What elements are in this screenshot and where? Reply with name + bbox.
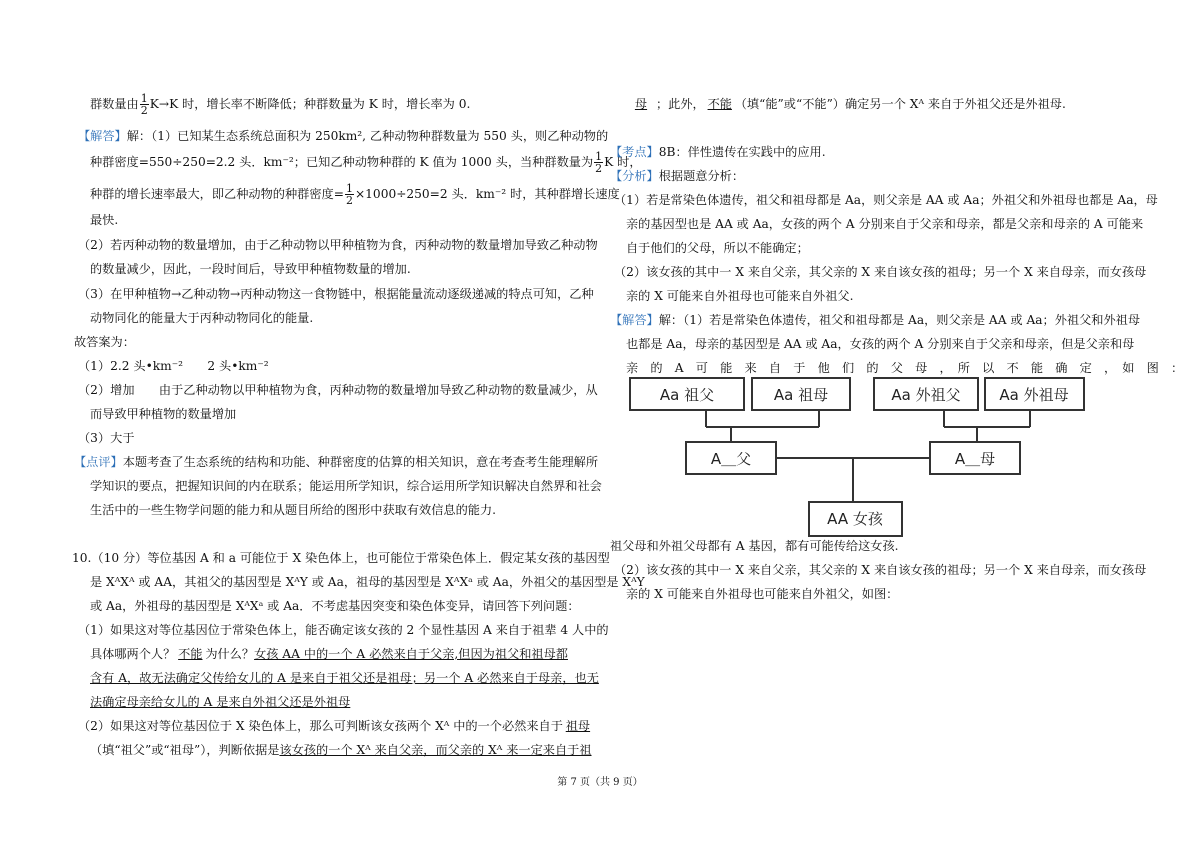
text-line: （2）若丙种动物的数量增加，由于乙种动物以甲种植物为食，丙种动物的数量增加导致乙种动物	[78, 238, 598, 252]
text-line: 而导致甲种植物的数量增加	[90, 407, 237, 421]
father-label: A＿父	[710, 450, 752, 468]
text-line: 的数量减少，因此，一段时间后，导致甲种植物数量的增加.	[90, 262, 411, 276]
answer-tag: 【解答】	[610, 313, 659, 327]
answer-blank: 该女孩的一个 Xᴬ 来自父亲，而父亲的 Xᴬ 来一定来自于祖	[279, 743, 592, 757]
text-line: （填“祖父”或“祖母”），判断依据是该女孩的一个 Xᴬ 来自父亲，而父亲的 Xᴬ 来一定来自于祖	[90, 743, 592, 757]
text-line: 【解答】解：（1）已知某生态系统总面积为 250km², 乙种动物种群数量为 550 头，则乙种动物的	[78, 129, 609, 143]
text-line: （1）如果这对等位基因位于常染色体上，能否确定该女孩的 2 个显性基因 A 来自于祖辈 4 人中的	[78, 623, 609, 637]
text-line: 母 ；此外， 不能 （填“能”或“不能”）确定另一个 Xᴬ 来自于外祖父还是外祖母.	[626, 92, 1066, 116]
answer-blank: 不能	[707, 97, 732, 111]
text-line: （3）大于	[78, 431, 135, 445]
analysis-tag: 【分析】	[610, 169, 659, 183]
knowledge-point-tag: 【考点】	[610, 145, 659, 159]
answer-blank: 母	[634, 97, 648, 111]
text-line: （2）增加 由于乙种动物以甲种植物为食，丙种动物的数量增加导致乙种动物的数量减少，从	[78, 383, 598, 397]
girl-label: AA 女孩	[827, 510, 883, 528]
text-line: 亲的 X 可能来自外祖母也可能来自外祖父.	[626, 289, 854, 303]
text-line: 亲 的 A 可 能 来 自 于 他 们 的 父 母 ， 所 以 不 能 确 定 ， 如 图 ：	[626, 361, 1184, 375]
text-line: 种群密度=550÷250=2.2 头．km⁻²；已知乙种动物种群的 K 值为 1000 头，当种群数量为 $\frac{1}{2}$ K 时，	[90, 150, 642, 175]
text-line: （2）该女孩的其中一 X 来自父亲，其父亲的 X 来自该女孩的祖母；另一个 X 来自母亲，而女孩母	[614, 265, 1147, 279]
answer-blank: 不能	[178, 647, 203, 661]
text-line: 动物同化的能量大于丙种动物同化的能量.	[90, 311, 314, 325]
fraction-half: $\frac{1}{2}$	[595, 150, 603, 175]
fraction-half: $\frac{1}{2}$	[345, 182, 353, 207]
answer-tag: 【解答】	[78, 129, 127, 143]
text-line: 【考点】8B：伴性遗传在实践中的应用.	[610, 145, 826, 159]
comment-tag: 【点评】	[74, 455, 123, 469]
answer-blank: 祖母	[565, 719, 591, 733]
answer-blank: 女孩 AA 中的一个 A 必然来自于父亲,但因为祖父和祖母都	[254, 647, 568, 661]
text-line: 具体哪两个人？ 不能 为什么？女孩 AA 中的一个 A 必然来自于父亲,但因为祖父和祖母都	[90, 642, 568, 666]
text-line: 学知识的要点，把握知识间的内在联系；能运用所学知识，综合运用所学知识解决自然界和社会	[90, 479, 602, 493]
grandfather-label: Aa 祖父	[659, 386, 715, 404]
text-line: 【点评】本题考查了生态系统的结构和功能、种群密度的估算的相关知识，意在考查考生能理解所	[74, 455, 599, 469]
text-line: 最快.	[90, 213, 119, 227]
maternal-grandfather-label: Aa 外祖父	[891, 386, 961, 404]
fraction-half: $\frac{1}{2}$	[140, 92, 148, 117]
text-line: 祖父母和外祖父母都有 A 基因，都有可能传给这女孩.	[610, 539, 899, 553]
answer-text: 法确定母亲给女儿的 A 是来自外祖父还是外祖母	[90, 695, 351, 709]
maternal-grandmother-label: Aa 外祖母	[999, 386, 1069, 404]
text-line: 故答案为：	[74, 335, 135, 349]
text-line: 亲的 X 可能来自外祖母也可能来自外祖父，如图：	[626, 587, 899, 601]
question-10-title: 10.（10 分）等位基因 A 和 a 可能位于 X 染色体上，也可能位于常染色体上．假定某女孩的基因型	[72, 551, 610, 565]
text-line: （1）若是常染色体遗传，祖父和祖母都是 Aa，则父亲是 AA 或 Aa；外祖父和外祖母也都是 Aa，母	[614, 193, 1158, 207]
text-line: 自于他们的父母，所以不能确定；	[626, 241, 809, 255]
page-footer: 第 7 页（共 9 页）	[557, 777, 643, 788]
text-line: 或 Aa，外祖母的基因型是 XᴬXᵃ 或 Aa．不考虑基因突变和染色体变异，请回答下列问题：	[90, 599, 580, 613]
text-line: 【解答】解：（1）若是常染色体遗传，祖父和祖母都是 Aa，则父亲是 AA 或 Aa；外祖父和外祖母	[610, 313, 1141, 327]
text-line: （3）在甲种植物→乙种动物→丙种动物这一食物链中，根据能量流动逐级递减的特点可知，乙种	[78, 287, 594, 301]
text-line: （1）2.2 头•km⁻² 2 头•km⁻²	[78, 359, 269, 373]
text-line: 生活中的一些生物学问题的能力和从题目所给的图形中获取有效信息的能力.	[90, 503, 497, 517]
text-line: 亲的基因型也是 AA 或 Aa，女孩的两个 A 分别来自于父亲和母亲，都是父亲和母亲的 A 可能来	[626, 217, 1144, 231]
text-line: （2）如果这对等位基因位于 X 染色体上，那么可判断该女孩两个 Xᴬ 中的一个必然来自于 祖母	[78, 714, 593, 738]
grandmother-label: Aa 祖母	[773, 386, 829, 404]
mother-label: A＿母	[954, 450, 996, 468]
text-line: 种群的增长速率最大，即乙种动物的种群密度= $\frac{1}{2}$ ×1000÷250=2 头．km⁻² 时，其种群增长速度	[90, 182, 620, 207]
text-line: 也都是 Aa，母亲的基因型是 AA 或 Aa，女孩的两个 A 分别来自于父亲和母亲，但是父亲和母	[626, 337, 1135, 351]
text-line: 是 XᴬXᴬ 或 AA，其祖父的基因型是 XᴬY 或 Aa，祖母的基因型是 XᴬXᵃ 或 Aa，外祖父的基因型是 XᴬY	[90, 575, 645, 589]
answer-text: 含有 A，故无法确定父传给女儿的 A 是来自于祖父还是祖母；另一个 A 必然来自于母亲，也无	[90, 671, 599, 685]
text-line: 群数量由 $\frac{1}{2}$ K→K 时，增长率不断降低；种群数量为 K 时，增长率为 0.	[90, 92, 471, 117]
text-line: 【分析】根据题意分析：	[610, 169, 745, 183]
text-line: （2）该女孩的其中一 X 来自父亲，其父亲的 X 来自该女孩的祖母；另一个 X 来自母亲，而女孩母	[614, 563, 1147, 577]
